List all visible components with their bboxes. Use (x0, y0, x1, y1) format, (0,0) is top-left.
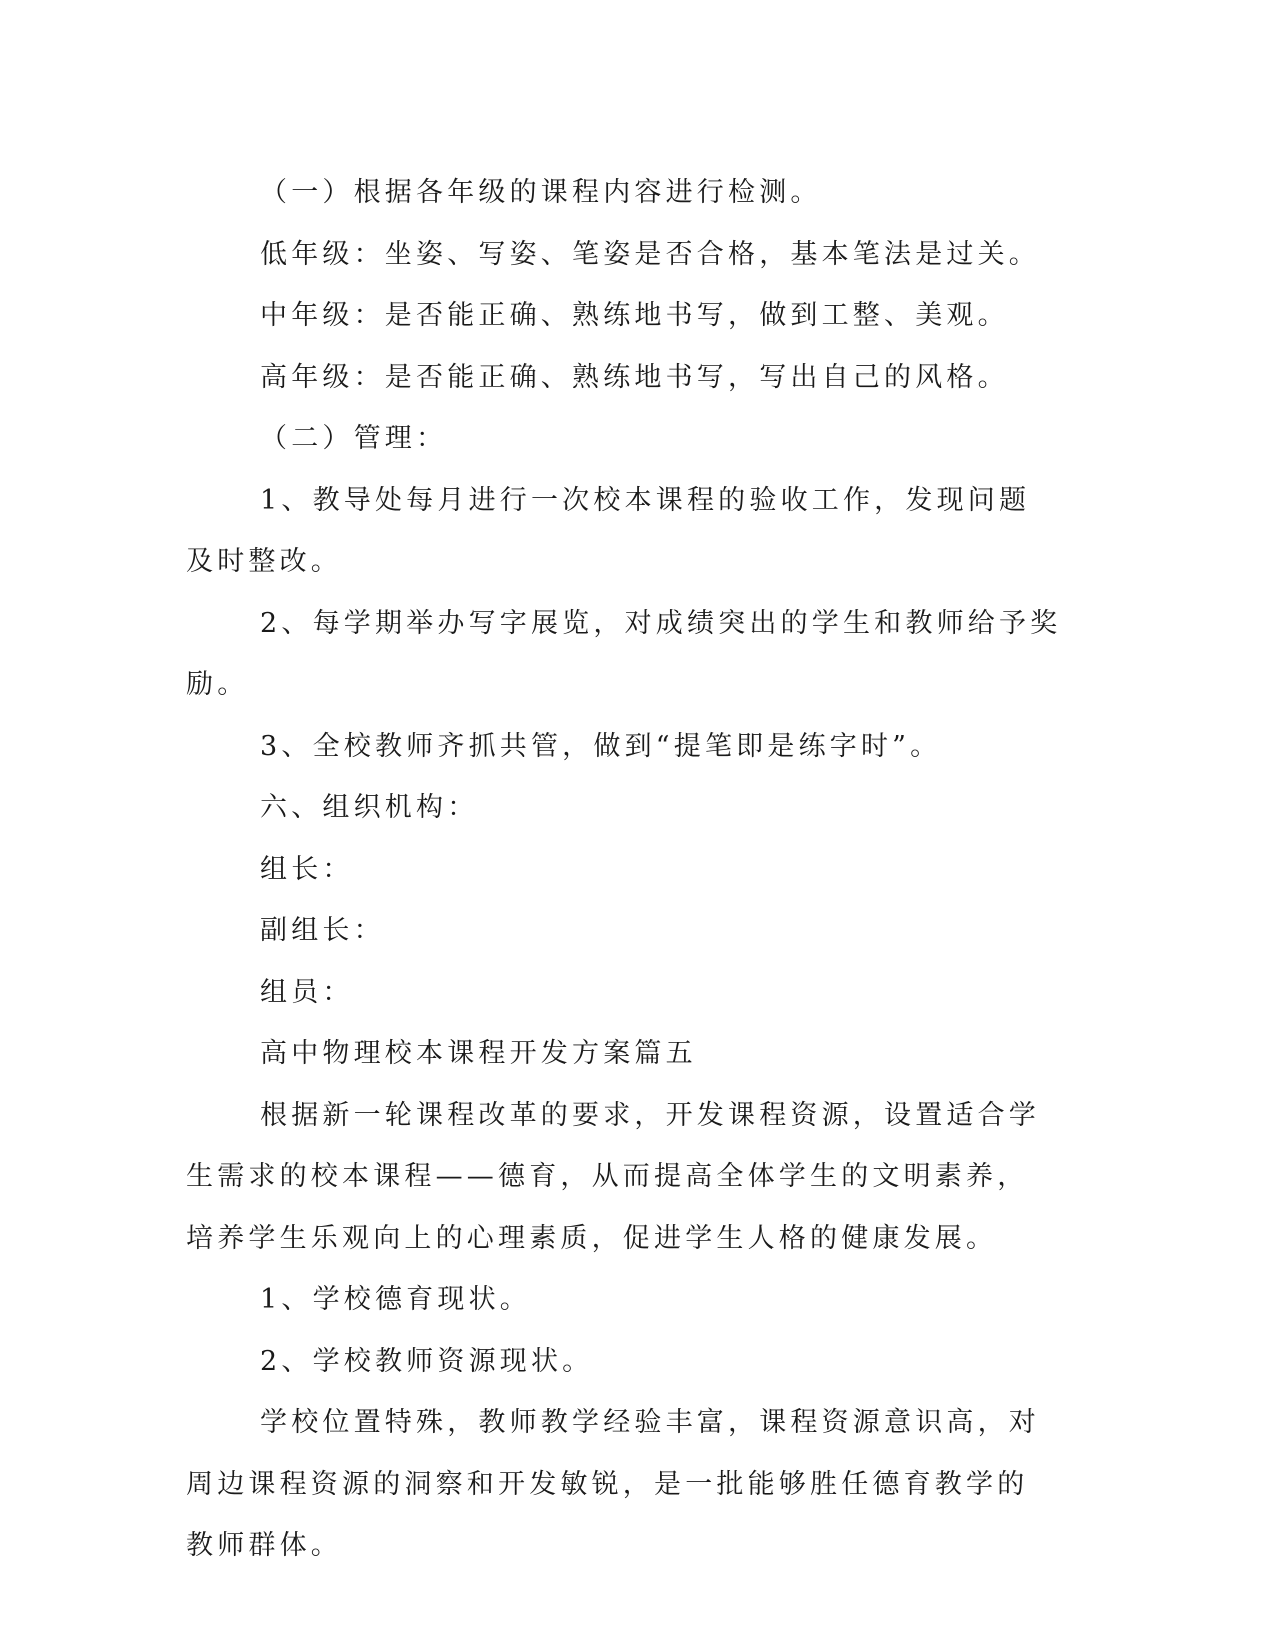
paragraph-school-description: 学校位置特殊，教师教学经验丰富，课程资源意识高，对周边课程资源的洞察和开发敏锐，是一批能够胜任德育教学的教师群体。 (186, 1407, 1040, 1561)
document-body (186, 162, 1066, 1577)
paragraph-moral-status: 1、学校德育现状。 (260, 1284, 531, 1315)
paragraph-chapter-title: 高中物理校本课程开发方案篇五 (260, 1038, 697, 1069)
paragraph-management-item-3: 3、全校教师齐抓共管，做到“提笔即是练字时”。 (260, 730, 942, 762)
paragraph-management-item-2: 2、每学期举办写字展览，对成绩突出的学生和教师给予奖励。 (186, 607, 1062, 700)
paragraph-intro: 根据新一轮课程改革的要求，开发课程资源，设置适合学生需求的校本课程——德育，从而提高全体学生的文明素养，培养学生乐观向上的心理素质，促进学生人格的健康发展。 (186, 1099, 1040, 1254)
paragraph-section-2-heading: （二）管理： (260, 423, 448, 454)
paragraph-group-leader: 组长： (260, 853, 354, 885)
paragraph-organization-heading: 六、组织机构： (260, 792, 479, 823)
paragraph-group-members: 组员： (260, 976, 354, 1008)
paragraph-teacher-resources: 2、学校教师资源现状。 (260, 1345, 594, 1377)
paragraph-middle-grade: 中年级：是否能正确、熟练地书写，做到工整、美观。 (260, 300, 1009, 331)
paragraph-section-1-heading: （一）根据各年级的课程内容进行检测。 (260, 177, 822, 208)
paragraph-low-grade: 低年级：坐姿、写姿、笔姿是否合格，基本笔法是过关。 (260, 238, 1040, 270)
paragraph-management-item-1: 1、教导处每月进行一次校本课程的验收工作，发现问题及时整改。 (186, 484, 1031, 577)
paragraph-deputy-leader: 副组长： (260, 915, 385, 946)
paragraph-high-grade: 高年级：是否能正确、熟练地书写，写出自己的风格。 (260, 361, 1009, 393)
